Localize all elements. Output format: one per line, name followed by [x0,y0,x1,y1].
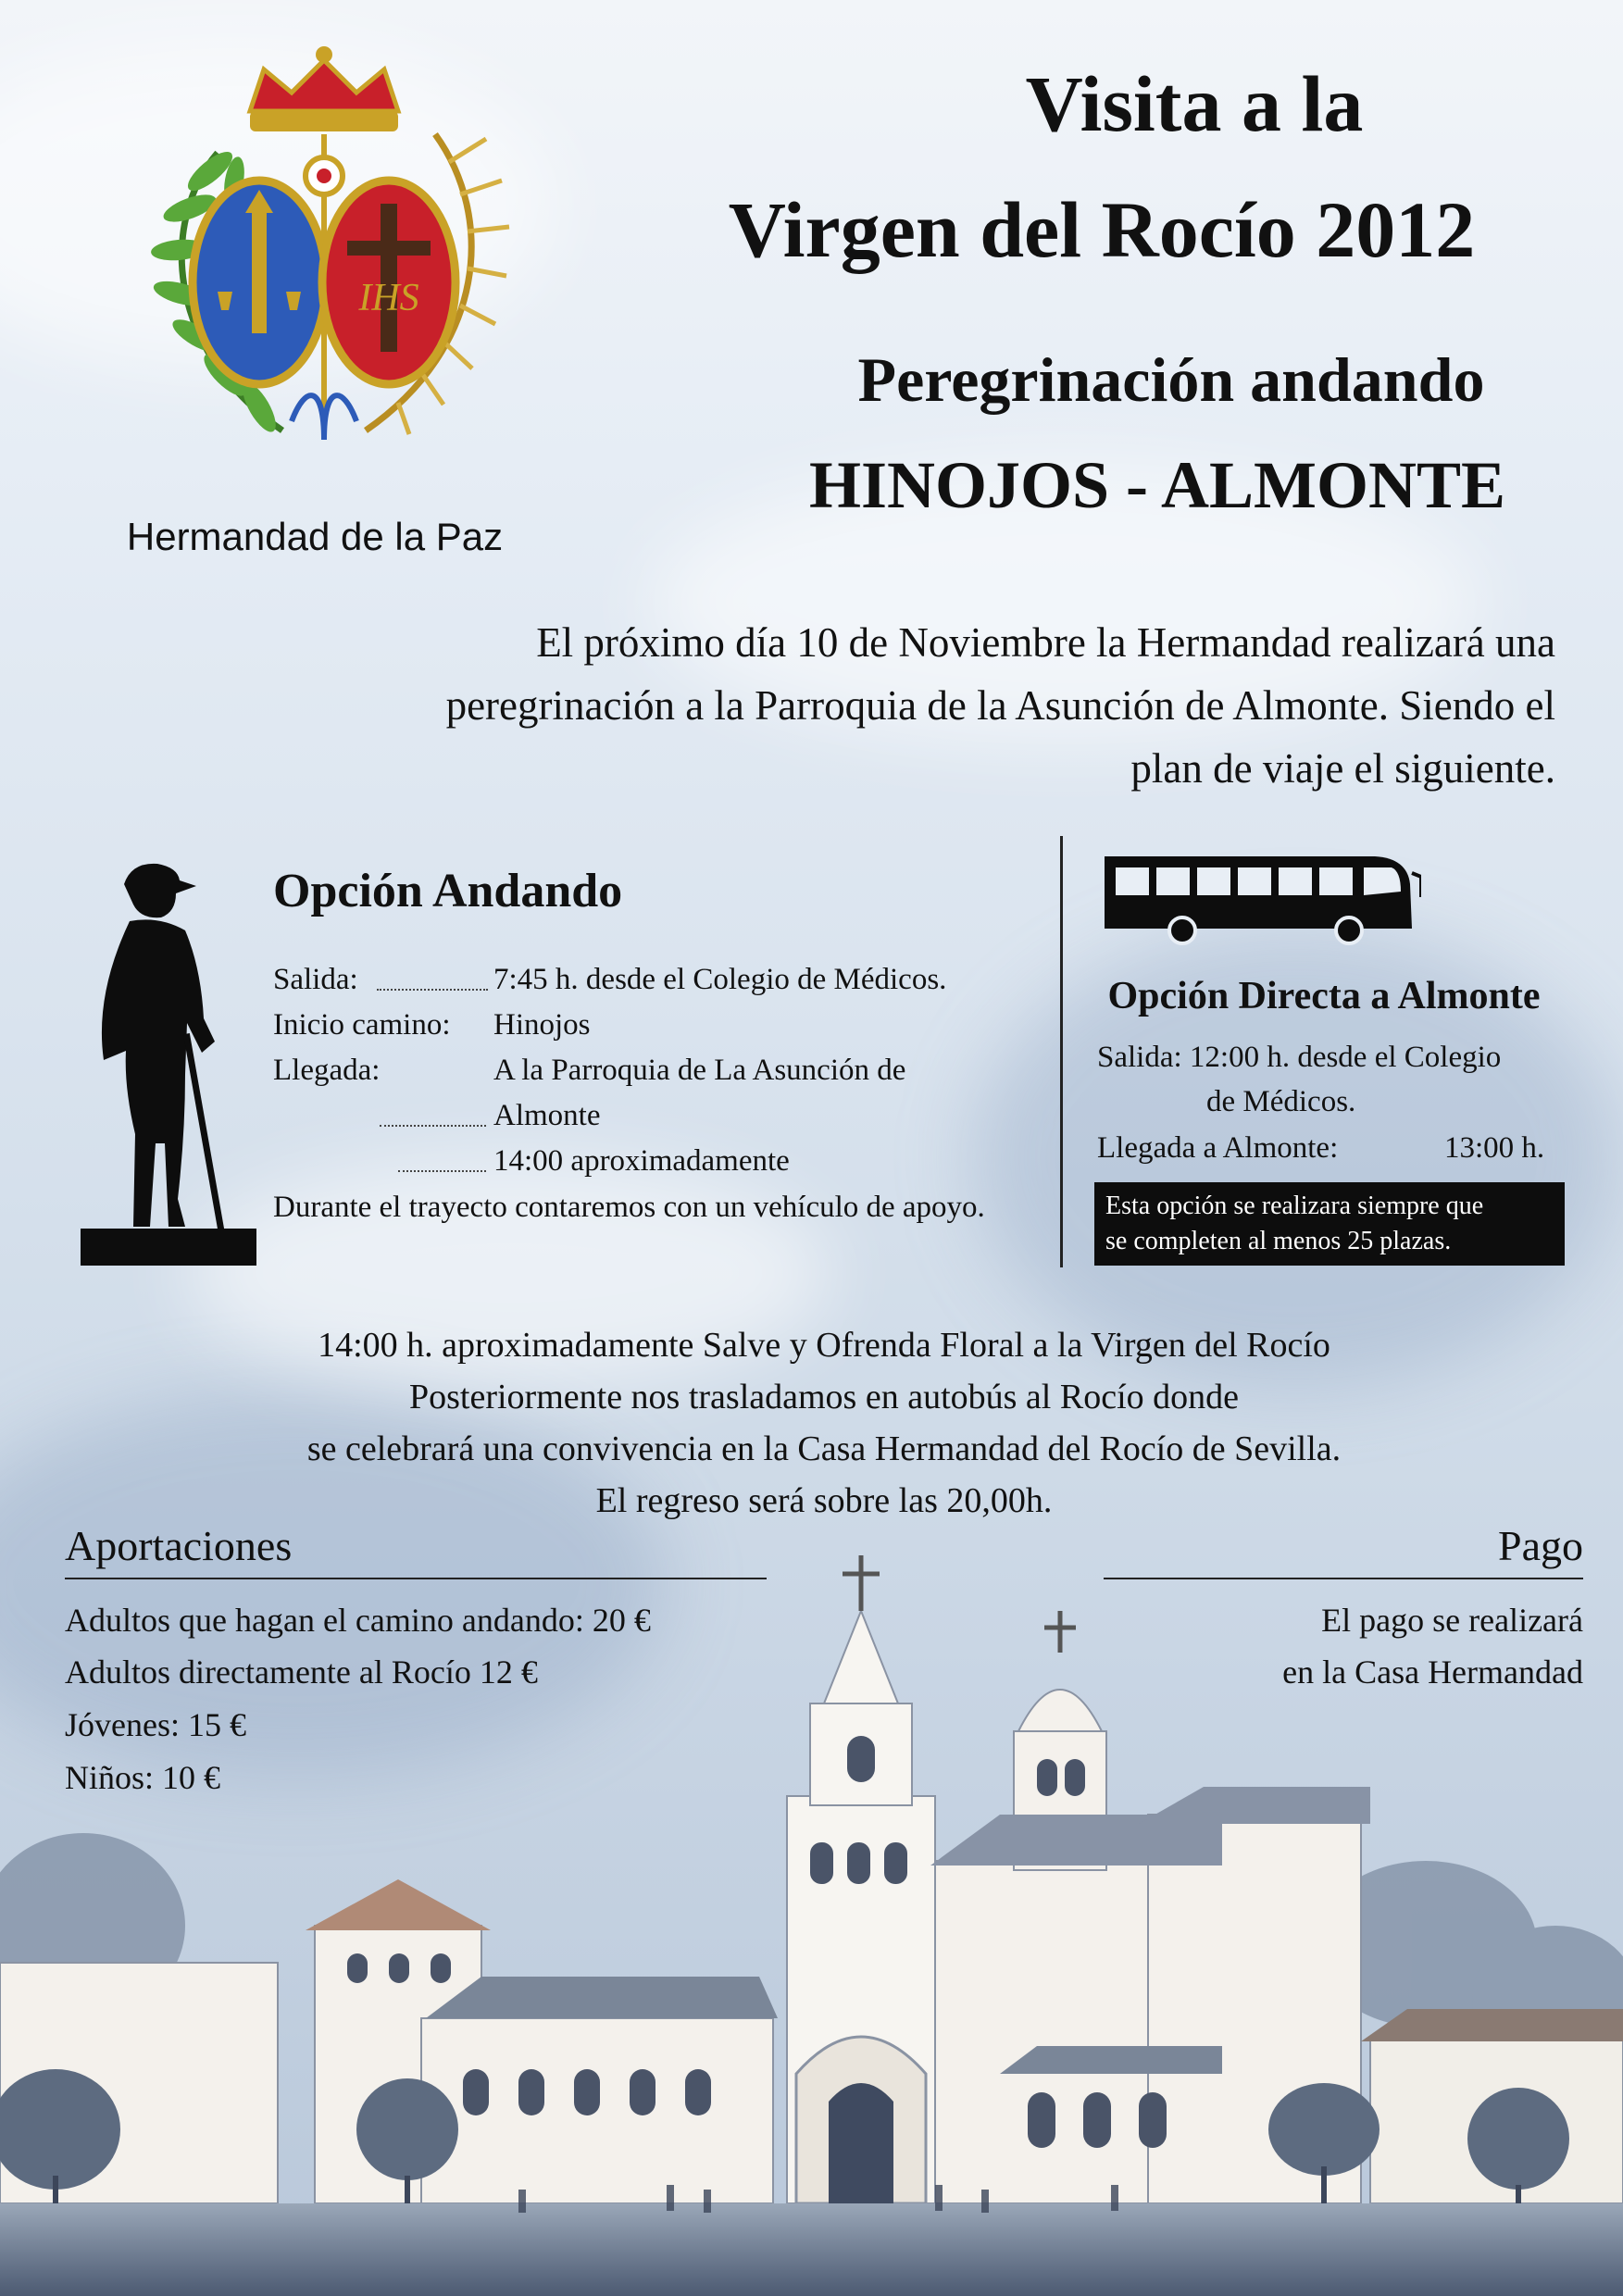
intro-line: peregrinación a la Parroquia de la Asunción de Almonte. Siendo el [445,682,1555,729]
arrival-value: A la Parroquia de La Asunción de [493,1054,906,1087]
options-divider [1060,836,1063,1267]
walking-option-title: Opción Andando [273,865,623,917]
contribution-item: Adultos directamente al Rocío 12 € [65,1653,538,1691]
contribution-item: Niños: 10 € [65,1759,221,1796]
note-line: se completen al menos 25 plazas. [1105,1227,1452,1255]
program-line: Posteriormente nos trasladamos en autobús al Rocío donde [409,1378,1239,1416]
support-note: Durante el trayecto contaremos con un vehículo de apoyo. [273,1191,985,1224]
program-line: 14:00 h. aproximadamente Salve y Ofrenda Floral a la Virgen del Rocío [318,1326,1330,1365]
brotherhood-name: Hermandad de la Paz [126,515,504,558]
note-line: Esta opción se realizara siempre que [1105,1192,1484,1220]
intro-paragraph [93,611,1555,800]
direct-arrival-label: Llegada a Almonte: [1097,1131,1339,1165]
subtitle-line1: Peregrinación andando [857,344,1485,415]
blue-shield-icon [193,181,326,384]
start-value: Hinojos [493,1008,591,1042]
contribution-item: Adultos que hagan el camino andando: 20 € [65,1602,651,1639]
program-line: El regreso será sobre las 20,00h. [595,1481,1053,1520]
contribution-item: Jóvenes: 15 € [65,1706,246,1743]
pilgrim-walker-icon [76,856,261,1268]
dotted-leader [380,1125,486,1127]
intro-line: plan de viaje el siguiente. [1130,745,1555,792]
crown-icon [250,46,398,131]
program-paragraph [93,1319,1555,1527]
intro-line: El próximo día 10 de Noviembre la Hermandad realizará una [536,619,1555,666]
direct-departure: Salida: 12:00 h. desde el Colegio [1097,1041,1502,1074]
arrival-label: Llegada: [273,1054,381,1087]
payment-title: Pago [1498,1522,1583,1569]
sanctuary-illustration [0,1537,1623,2296]
direct-departure-2: de Médicos. [1206,1085,1356,1118]
dotted-leader [377,989,488,991]
start-label: Inicio camino: [273,1008,451,1042]
contributions-title: Aportaciones [65,1522,293,1569]
bus-icon [1097,847,1421,949]
arrival-time: 14:00 aproximadamente [493,1144,790,1178]
direct-option-title: Opción Directa a Almonte [1107,975,1541,1017]
departure-value: 7:45 h. desde el Colegio de Médicos. [493,963,947,996]
program-line: se celebrará una convivencia en la Casa Hermandad del Rocío de Sevilla. [306,1429,1342,1468]
payment-line: en la Casa Hermandad [1282,1653,1583,1691]
subtitle-line2: HINOJOS - ALMONTE [808,448,1506,522]
direct-arrival-time: 13:00 h. [1444,1131,1545,1165]
departure-label: Salida: [273,963,358,996]
brotherhood-crest [125,42,523,477]
page-title-line2: Virgen del Rocío 2012 [728,185,1476,274]
crest-monogram: IHS [358,277,419,319]
arrival-value-2: Almonte [493,1099,601,1132]
payment-line: El pago se realizará [1321,1602,1583,1639]
red-shield-icon [322,181,456,384]
page-title-line1: Visita a la [1025,59,1364,148]
direct-option-note [1094,1182,1565,1266]
dotted-leader [398,1170,486,1172]
